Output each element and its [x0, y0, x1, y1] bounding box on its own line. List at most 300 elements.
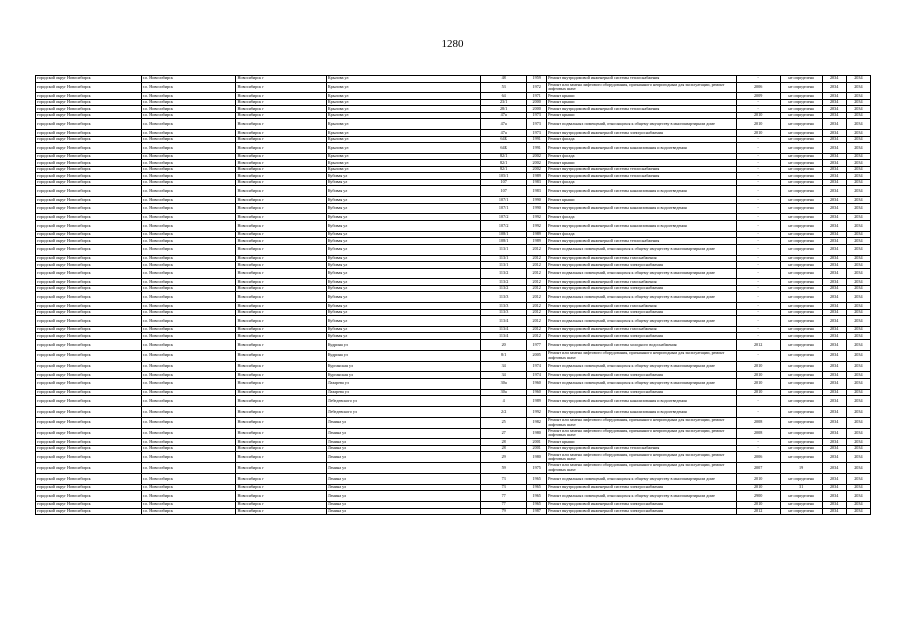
- table-row: [36, 378, 871, 389]
- table-row: [36, 186, 871, 197]
- cost-cell: -: [736, 406, 780, 417]
- plan-end-cell: 2034: [846, 361, 870, 372]
- work-cell: Ремонт подвальных помещений, относящихся к общему имуществу в многоквартирном доме: [547, 292, 736, 303]
- plan-start-cell: 2034: [822, 220, 846, 231]
- work-cell: Ремонт крыши: [547, 439, 736, 446]
- house-cell: 48: [481, 76, 527, 83]
- table-row: [36, 350, 871, 361]
- cost-cell: 2009: [736, 93, 780, 100]
- plan-end-cell: 2034: [846, 231, 870, 238]
- settlement-cell: г.о. Новосибирск: [141, 153, 236, 160]
- street-cell: Кудрина ул: [326, 350, 480, 361]
- plan-end-cell: 2034: [846, 262, 870, 269]
- house-cell: 77: [481, 491, 527, 502]
- settlement-cell: г.о. Новосибирск: [141, 231, 236, 238]
- year-cell: 2012: [527, 303, 547, 310]
- settlement-cell: г.о. Новосибирск: [141, 197, 236, 204]
- settlement-cell: г.о. Новосибирск: [141, 130, 236, 137]
- plan-end-cell: 2034: [846, 303, 870, 310]
- cost-cell: -: [736, 186, 780, 197]
- region-cell: городской округ Новосибирск: [36, 93, 142, 100]
- locality-cell: Новосибирск г: [236, 439, 326, 446]
- locality-cell: Новосибирск г: [236, 186, 326, 197]
- work-cell: Ремонт крыши: [547, 112, 736, 119]
- plan-start-cell: 2034: [822, 82, 846, 93]
- plan-start-cell: 2034: [822, 255, 846, 262]
- region-cell: городской округ Новосибирск: [36, 406, 142, 417]
- locality-cell: Новосибирск г: [236, 303, 326, 310]
- region-cell: городской округ Новосибирск: [36, 292, 142, 303]
- house-cell: 28: [481, 439, 527, 446]
- house-cell: 113/1: [481, 244, 527, 255]
- work-cell: Ремонт внутридомовой инженерной системы канализования и водоотведения: [547, 186, 736, 197]
- cost-cell: 2012: [736, 508, 780, 515]
- deadline-cell: не определена: [780, 255, 822, 262]
- cost-cell: 2008: [736, 417, 780, 428]
- cost-cell: -: [736, 262, 780, 269]
- street-cell: Кубовая ул: [326, 309, 480, 316]
- work-cell: Ремонт крыши: [547, 197, 736, 204]
- plan-start-cell: 2034: [822, 502, 846, 509]
- plan-start-cell: 2034: [822, 303, 846, 310]
- region-cell: городской округ Новосибирск: [36, 244, 142, 255]
- region-cell: городской округ Новосибирск: [36, 445, 142, 452]
- work-cell: Ремонт фасада: [547, 153, 736, 160]
- year-cell: 2005: [527, 350, 547, 361]
- house-cell: 34: [481, 372, 527, 379]
- year-cell: 1990: [527, 203, 547, 214]
- deadline-cell: не определена: [780, 292, 822, 303]
- year-cell: 1965: [527, 502, 547, 509]
- house-cell: 64Б: [481, 136, 527, 143]
- plan-start-cell: 2034: [822, 153, 846, 160]
- region-cell: городской округ Новосибирск: [36, 173, 142, 180]
- plan-end-cell: 2034: [846, 473, 870, 484]
- table-row: [36, 396, 871, 407]
- plan-end-cell: 2034: [846, 160, 870, 167]
- region-cell: городской округ Новосибирск: [36, 203, 142, 214]
- cost-cell: -: [736, 326, 780, 333]
- street-cell: Ленина ул: [326, 428, 480, 439]
- settlement-cell: г.о. Новосибирск: [141, 361, 236, 372]
- settlement-cell: г.о. Новосибирск: [141, 303, 236, 310]
- year-cell: 2012: [527, 255, 547, 262]
- work-cell: Ремонт подвальных помещений, относящихся к общему имуществу в многоквартирном доме: [547, 491, 736, 502]
- work-cell: Ремонт или замена лифтового оборудования, признанного непригодным для эксплуатации, ремонт лифтовых шахт: [547, 452, 736, 463]
- plan-start-cell: 2034: [822, 197, 846, 204]
- plan-start-cell: 2034: [822, 166, 846, 173]
- locality-cell: Новосибирск г: [236, 197, 326, 204]
- house-cell: 82/1: [481, 153, 527, 160]
- year-cell: 1965: [527, 484, 547, 491]
- deadline-cell: не определена: [780, 173, 822, 180]
- house-cell: 113/3: [481, 303, 527, 310]
- locality-cell: Новосибирск г: [236, 119, 326, 130]
- plan-start-cell: 2034: [822, 309, 846, 316]
- deadline-cell: не определена: [780, 396, 822, 407]
- plan-start-cell: 2034: [822, 333, 846, 340]
- year-cell: 1960: [527, 389, 547, 396]
- plan-end-cell: 2034: [846, 76, 870, 83]
- plan-start-cell: 2034: [822, 179, 846, 186]
- plan-start-cell: 2034: [822, 428, 846, 439]
- street-cell: Крылова ул: [326, 99, 480, 106]
- plan-start-cell: 2034: [822, 396, 846, 407]
- plan-end-cell: 2034: [846, 153, 870, 160]
- street-cell: Ленина ул: [326, 491, 480, 502]
- deadline-cell: не определена: [780, 112, 822, 119]
- locality-cell: Новосибирск г: [236, 309, 326, 316]
- street-cell: Кубовая ул: [326, 244, 480, 255]
- deadline-cell: не определена: [780, 316, 822, 327]
- table-row: [36, 406, 871, 417]
- year-cell: 1991: [527, 136, 547, 143]
- work-cell: Ремонт фасада: [547, 231, 736, 238]
- street-cell: Ленина ул: [326, 484, 480, 491]
- house-cell: 2/2: [481, 406, 527, 417]
- work-cell: Ремонт внутридомовой инженерной системы теплоснабжения: [547, 173, 736, 180]
- deadline-cell: не определена: [780, 428, 822, 439]
- table-row: [36, 220, 871, 231]
- cost-cell: 2010: [736, 502, 780, 509]
- work-cell: Ремонт подвальных помещений, относящихся к общему имуществу в многоквартирном доме: [547, 244, 736, 255]
- plan-end-cell: 2034: [846, 508, 870, 515]
- settlement-cell: г.о. Новосибирск: [141, 220, 236, 231]
- street-cell: Кубовая ул: [326, 292, 480, 303]
- region-cell: городской округ Новосибирск: [36, 508, 142, 515]
- table-row: [36, 339, 871, 350]
- street-cell: Ленина ул: [326, 473, 480, 484]
- region-cell: городской округ Новосибирск: [36, 389, 142, 396]
- cost-cell: -: [736, 238, 780, 245]
- work-cell: Ремонт или замена лифтового оборудования, признанного непригодным для эксплуатации, ремонт лифтовых шахт: [547, 82, 736, 93]
- cost-cell: 2008: [736, 428, 780, 439]
- deadline-cell: 31: [780, 484, 822, 491]
- plan-start-cell: 2034: [822, 439, 846, 446]
- work-cell: Ремонт фасада: [547, 214, 736, 221]
- cost-cell: -: [736, 203, 780, 214]
- region-cell: городской округ Новосибирск: [36, 339, 142, 350]
- locality-cell: Новосибирск г: [236, 428, 326, 439]
- locality-cell: Новосибирск г: [236, 268, 326, 279]
- region-cell: городской округ Новосибирск: [36, 143, 142, 154]
- settlement-cell: г.о. Новосибирск: [141, 473, 236, 484]
- settlement-cell: г.о. Новосибирск: [141, 173, 236, 180]
- house-cell: 4: [481, 396, 527, 407]
- year-cell: 2012: [527, 279, 547, 286]
- locality-cell: Новосибирск г: [236, 473, 326, 484]
- cost-cell: 2900: [736, 491, 780, 502]
- region-cell: городской округ Новосибирск: [36, 484, 142, 491]
- deadline-cell: не определена: [780, 361, 822, 372]
- house-cell: 113/3: [481, 309, 527, 316]
- plan-start-cell: 2034: [822, 268, 846, 279]
- street-cell: Ленина ул: [326, 417, 480, 428]
- plan-start-cell: 2034: [822, 389, 846, 396]
- region-cell: городской округ Новосибирск: [36, 197, 142, 204]
- settlement-cell: г.о. Новосибирск: [141, 119, 236, 130]
- street-cell: Кубовая ул: [326, 268, 480, 279]
- settlement-cell: г.о. Новосибирск: [141, 316, 236, 327]
- work-cell: Ремонт внутридомовой инженерной системы газоснабжения: [547, 255, 736, 262]
- deadline-cell: не определена: [780, 268, 822, 279]
- table-row: [36, 452, 871, 463]
- deadline-cell: не определена: [780, 244, 822, 255]
- year-cell: 1965: [527, 473, 547, 484]
- deadline-cell: не определена: [780, 220, 822, 231]
- year-cell: 1989: [527, 396, 547, 407]
- cost-cell: 2006: [736, 82, 780, 93]
- table-row: [36, 268, 871, 279]
- locality-cell: Новосибирск г: [236, 285, 326, 292]
- work-cell: Ремонт внутридомовой инженерной системы теплоснабжения: [547, 445, 736, 452]
- house-cell: 82/1: [481, 160, 527, 167]
- work-cell: Ремонт подвальных помещений, относящихся к общему имуществу в многоквартирном доме: [547, 473, 736, 484]
- house-cell: 113/3: [481, 292, 527, 303]
- cost-cell: -: [736, 231, 780, 238]
- settlement-cell: г.о. Новосибирск: [141, 179, 236, 186]
- plan-end-cell: 2034: [846, 93, 870, 100]
- deadline-cell: не определена: [780, 143, 822, 154]
- work-cell: Ремонт внутридомовой инженерной системы теплоснабжения: [547, 76, 736, 83]
- year-cell: 1989: [527, 173, 547, 180]
- table-row: [36, 244, 871, 255]
- cost-cell: -: [736, 106, 780, 113]
- cost-cell: -: [736, 445, 780, 452]
- street-cell: Кубовая ул: [326, 203, 480, 214]
- deadline-cell: не определена: [780, 136, 822, 143]
- settlement-cell: г.о. Новосибирск: [141, 238, 236, 245]
- year-cell: 1974: [527, 361, 547, 372]
- plan-end-cell: 2034: [846, 186, 870, 197]
- locality-cell: Новосибирск г: [236, 244, 326, 255]
- street-cell: Кубовая ул: [326, 285, 480, 292]
- table-row: [36, 316, 871, 327]
- region-cell: городской округ Новосибирск: [36, 136, 142, 143]
- house-cell: 113/2: [481, 268, 527, 279]
- locality-cell: Новосибирск г: [236, 93, 326, 100]
- plan-end-cell: 2034: [846, 268, 870, 279]
- street-cell: Кубовая ул: [326, 262, 480, 269]
- plan-end-cell: 2034: [846, 244, 870, 255]
- cost-cell: -: [736, 99, 780, 106]
- plan-start-cell: 2034: [822, 262, 846, 269]
- plan-end-cell: 2034: [846, 292, 870, 303]
- street-cell: Кудрина ул: [326, 339, 480, 350]
- house-cell: 105/1: [481, 173, 527, 180]
- cost-cell: 2010: [736, 484, 780, 491]
- region-cell: городской округ Новосибирск: [36, 76, 142, 83]
- plan-start-cell: 2034: [822, 214, 846, 221]
- plan-end-cell: 2034: [846, 463, 870, 474]
- cost-cell: -: [736, 244, 780, 255]
- region-cell: городской округ Новосибирск: [36, 112, 142, 119]
- settlement-cell: г.о. Новосибирск: [141, 428, 236, 439]
- plan-end-cell: 2034: [846, 372, 870, 379]
- locality-cell: Новосибирск г: [236, 220, 326, 231]
- plan-start-cell: 2034: [822, 244, 846, 255]
- plan-start-cell: 2034: [822, 186, 846, 197]
- house-cell: 113/2: [481, 279, 527, 286]
- settlement-cell: г.о. Новосибирск: [141, 292, 236, 303]
- settlement-cell: г.о. Новосибирск: [141, 326, 236, 333]
- house-cell: 79: [481, 508, 527, 515]
- page-number: 1280: [441, 38, 464, 50]
- plan-start-cell: 2034: [822, 238, 846, 245]
- cost-cell: -: [736, 255, 780, 262]
- locality-cell: Новосибирск г: [236, 82, 326, 93]
- deadline-cell: не определена: [780, 378, 822, 389]
- plan-end-cell: 2034: [846, 214, 870, 221]
- plan-end-cell: 2034: [846, 406, 870, 417]
- deadline-cell: не определена: [780, 439, 822, 446]
- plan-end-cell: 2034: [846, 502, 870, 509]
- settlement-cell: г.о. Новосибирск: [141, 99, 236, 106]
- region-cell: городской округ Новосибирск: [36, 303, 142, 310]
- house-cell: 113/1: [481, 255, 527, 262]
- settlement-cell: г.о. Новосибирск: [141, 166, 236, 173]
- plan-start-cell: 2034: [822, 406, 846, 417]
- house-cell: 25: [481, 417, 527, 428]
- region-cell: городской округ Новосибирск: [36, 417, 142, 428]
- year-cell: 2012: [527, 285, 547, 292]
- settlement-cell: г.о. Новосибирск: [141, 93, 236, 100]
- region-cell: городской округ Новосибирск: [36, 361, 142, 372]
- locality-cell: Новосибирск г: [236, 372, 326, 379]
- deadline-cell: не определена: [780, 130, 822, 137]
- house-cell: 34: [481, 361, 527, 372]
- street-cell: Ленина ул: [326, 452, 480, 463]
- deadline-cell: не определена: [780, 309, 822, 316]
- locality-cell: Новосибирск г: [236, 445, 326, 452]
- street-cell: Крылова ул: [326, 130, 480, 137]
- deadline-cell: не определена: [780, 350, 822, 361]
- region-cell: городской округ Новосибирск: [36, 333, 142, 340]
- region-cell: городской округ Новосибирск: [36, 285, 142, 292]
- region-cell: городской округ Новосибирск: [36, 186, 142, 197]
- year-cell: 1973: [527, 112, 547, 119]
- house-cell: 47а: [481, 130, 527, 137]
- street-cell: Крылова ул: [326, 166, 480, 173]
- plan-end-cell: 2034: [846, 82, 870, 93]
- plan-start-cell: 2034: [822, 93, 846, 100]
- settlement-cell: г.о. Новосибирск: [141, 372, 236, 379]
- plan-start-cell: 2034: [822, 231, 846, 238]
- year-cell: 2012: [527, 262, 547, 269]
- plan-end-cell: 2034: [846, 484, 870, 491]
- deadline-cell: не определена: [780, 491, 822, 502]
- table-row: [36, 473, 871, 484]
- year-cell: 1975: [527, 463, 547, 474]
- locality-cell: Новосибирск г: [236, 361, 326, 372]
- year-cell: 2012: [527, 326, 547, 333]
- locality-cell: Новосибирск г: [236, 166, 326, 173]
- year-cell: 2012: [527, 268, 547, 279]
- year-cell: 1972: [527, 82, 547, 93]
- table-row: [36, 417, 871, 428]
- region-cell: городской округ Новосибирск: [36, 279, 142, 286]
- plan-start-cell: 2034: [822, 508, 846, 515]
- house-cell: 107/2: [481, 214, 527, 221]
- street-cell: Кубовая ул: [326, 255, 480, 262]
- settlement-cell: г.о. Новосибирск: [141, 82, 236, 93]
- region-cell: городской округ Новосибирск: [36, 326, 142, 333]
- settlement-cell: г.о. Новосибирск: [141, 339, 236, 350]
- plan-end-cell: 2034: [846, 106, 870, 113]
- table-row: [36, 491, 871, 502]
- cost-cell: 2010: [736, 112, 780, 119]
- plan-start-cell: 2034: [822, 279, 846, 286]
- year-cell: 2000: [527, 106, 547, 113]
- settlement-cell: г.о. Новосибирск: [141, 508, 236, 515]
- house-cell: 73: [481, 473, 527, 484]
- year-cell: 1959: [527, 76, 547, 83]
- locality-cell: Новосибирск г: [236, 417, 326, 428]
- year-cell: 1973: [527, 119, 547, 130]
- settlement-cell: г.о. Новосибирск: [141, 76, 236, 83]
- year-cell: 2012: [527, 292, 547, 303]
- plan-end-cell: 2034: [846, 166, 870, 173]
- street-cell: Ленина ул: [326, 508, 480, 515]
- year-cell: 1977: [527, 339, 547, 350]
- settlement-cell: г.о. Новосибирск: [141, 112, 236, 119]
- deadline-cell: не определена: [780, 333, 822, 340]
- deadline-cell: не определена: [780, 285, 822, 292]
- year-cell: 1989: [527, 231, 547, 238]
- year-cell: 2012: [527, 309, 547, 316]
- locality-cell: Новосибирск г: [236, 378, 326, 389]
- work-cell: Ремонт подвальных помещений, относящихся к общему имуществу в многоквартирном доме: [547, 268, 736, 279]
- region-cell: городской округ Новосибирск: [36, 160, 142, 167]
- locality-cell: Новосибирск г: [236, 452, 326, 463]
- region-cell: городской округ Новосибирск: [36, 372, 142, 379]
- deadline-cell: не определена: [780, 186, 822, 197]
- deadline-cell: не определена: [780, 238, 822, 245]
- year-cell: 1974: [527, 372, 547, 379]
- house-cell: 113/1: [481, 262, 527, 269]
- street-cell: Кубовая ул: [326, 238, 480, 245]
- cost-cell: -: [736, 350, 780, 361]
- region-cell: городской округ Новосибирск: [36, 166, 142, 173]
- plan-start-cell: 2034: [822, 99, 846, 106]
- table-row: [36, 292, 871, 303]
- deadline-cell: не определена: [780, 160, 822, 167]
- house-cell: 30а: [481, 378, 527, 389]
- cost-cell: -: [736, 143, 780, 154]
- cost-cell: 2006: [736, 452, 780, 463]
- work-cell: Ремонт внутридомовой инженерной системы электроснабжения: [547, 262, 736, 269]
- house-cell: 107/1: [481, 203, 527, 214]
- street-cell: Кубовая ул: [326, 173, 480, 180]
- street-cell: Ленина ул: [326, 445, 480, 452]
- plan-end-cell: 2034: [846, 339, 870, 350]
- cost-cell: -: [736, 309, 780, 316]
- plan-start-cell: 2034: [822, 136, 846, 143]
- house-cell: 8/1: [481, 350, 527, 361]
- street-cell: Ленина ул: [326, 439, 480, 446]
- locality-cell: Новосибирск г: [236, 106, 326, 113]
- street-cell: Курганская ул: [326, 361, 480, 372]
- house-cell: 23/1: [481, 99, 527, 106]
- locality-cell: Новосибирск г: [236, 262, 326, 269]
- work-cell: Ремонт внутридомовой инженерной системы газоснабжения: [547, 303, 736, 310]
- cost-cell: -: [736, 136, 780, 143]
- plan-end-cell: 2034: [846, 136, 870, 143]
- locality-cell: Новосибирск г: [236, 350, 326, 361]
- cost-cell: -: [736, 197, 780, 204]
- plan-end-cell: 2034: [846, 326, 870, 333]
- region-cell: городской округ Новосибирск: [36, 428, 142, 439]
